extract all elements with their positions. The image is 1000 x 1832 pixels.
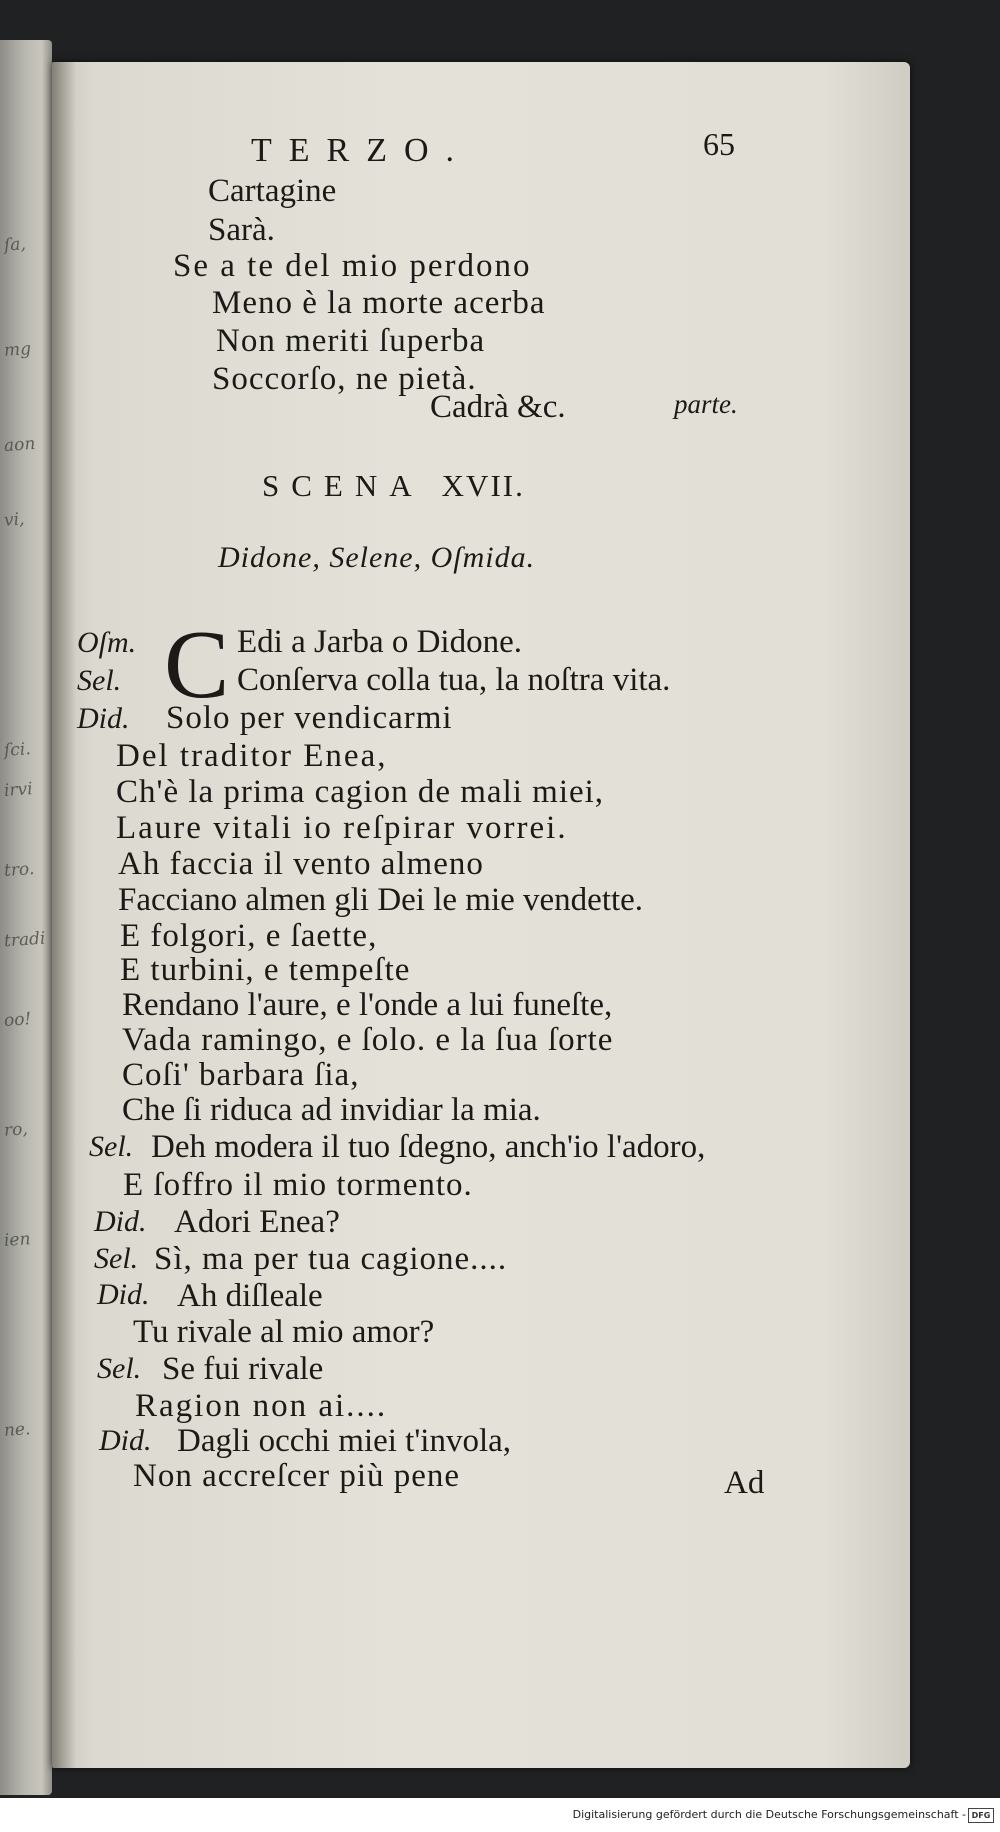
dialogue-line: Ragion non ai....: [135, 1388, 388, 1424]
dialogue-line: Sì, ma per tua cagione....: [154, 1241, 508, 1277]
verse-line: Cartagine: [208, 173, 337, 209]
dialogue-line: Dagli occhi miei t'invola,: [177, 1423, 512, 1459]
stage-direction: parte.: [674, 389, 738, 419]
dialogue-line: Coſi' barbara ſia,: [122, 1057, 360, 1093]
dialogue-line: Facciano almen gli Dei le mie vendette.: [118, 882, 644, 918]
speaker-label: Did.: [99, 1424, 152, 1457]
footer-band: [0, 1798, 1000, 1832]
dialogue-line: Laure vitali io reſpirar vorrei.: [116, 810, 568, 846]
dialogue-line: Ah diſleale: [177, 1278, 323, 1314]
speaker-label: Did.: [94, 1205, 147, 1238]
dialogue-line: Conſerva colla tua, la noſtra vita.: [237, 662, 671, 698]
speaker-label: Sel.: [89, 1130, 134, 1163]
show-through-text: mg: [3, 339, 32, 361]
show-through-text: oo!: [3, 1009, 32, 1031]
dialogue-line: Ch'è la prima cagion de mali miei,: [116, 774, 605, 810]
show-through-text: irvi: [3, 779, 34, 801]
page-number: 65: [703, 126, 735, 162]
speaker-label: Did.: [77, 702, 130, 735]
verse-line: Cadrà &c.: [430, 389, 566, 425]
dialogue-line: E folgori, e ſaette,: [120, 918, 378, 954]
dialogue-line: Se fui rivale: [162, 1351, 324, 1387]
dialogue-line: E turbini, e tempeſte: [120, 952, 411, 988]
dialogue-line: Adori Enea?: [174, 1204, 340, 1240]
page-gutter-shadow: [52, 62, 76, 1768]
verse-line: Se a te del mio perdono: [173, 248, 532, 284]
verse-line: Soccorſo, ne pietà.: [212, 361, 477, 397]
speaker-label: Sel.: [94, 1242, 139, 1275]
show-through-text: ſa,: [3, 234, 27, 256]
dialogue-line: Deh modera il tuo ſdegno, anch'io l'adoro,: [151, 1129, 706, 1165]
show-through-text: ien: [3, 1229, 32, 1251]
verse-line: Non meriti ſuperba: [216, 323, 486, 359]
scene-title: [262, 470, 525, 501]
speaker-label: Oſm.: [77, 626, 137, 659]
show-through-text: ſci.: [3, 739, 32, 761]
show-through-text: vi,: [3, 509, 26, 531]
dialogue-line: Non accreſcer più pene: [133, 1458, 461, 1494]
dialogue-line: E ſoffro il mio tormento.: [123, 1167, 473, 1203]
show-through-text: ne.: [3, 1419, 32, 1441]
dialogue-line: Vada ramingo, e ſolo. e la ſua ſorte: [122, 1022, 614, 1058]
dialogue-line: Che ſi riduca ad invidiar la mia.: [122, 1092, 541, 1128]
show-through-text: tro.: [3, 858, 35, 882]
dialogue-line: Solo per vendicarmi: [166, 700, 453, 736]
verse-line: Meno è la morte acerba: [212, 285, 546, 321]
show-through-text: ro,: [3, 1119, 29, 1141]
drop-cap: C: [164, 611, 230, 719]
scene-characters: Didone, Selene, Oſmida.: [218, 541, 536, 574]
speaker-label: Sel.: [77, 664, 122, 697]
dfg-logo: DFG: [968, 1808, 994, 1823]
catchword: Ad: [724, 1465, 765, 1501]
scene-number: XVII.: [441, 468, 525, 503]
show-through-text: tradi: [3, 928, 47, 952]
show-through-text: aon: [3, 433, 36, 457]
verse-line: Sarà.: [208, 212, 275, 248]
speaker-label: Did.: [97, 1278, 150, 1311]
dialogue-line: Edi a Jarba o Didone.: [237, 624, 522, 660]
speaker-label: Sel.: [97, 1352, 142, 1385]
scene-title-label: SCENA: [262, 468, 422, 503]
dialogue-line: Rendano l'aure, e l'onde a lui funeſte,: [122, 987, 613, 1023]
dialogue-line: Del traditor Enea,: [116, 738, 388, 774]
running-head: TERZO.: [251, 132, 472, 169]
dialogue-line: Ah faccia il vento almeno: [118, 846, 484, 882]
left-page-edge: [0, 40, 52, 1795]
footer-credit: Digitalisierung gefördert durch die Deutsche Forschungsgemeinschaft -: [572, 1808, 966, 1821]
dialogue-line: Tu rivale al mio amor?: [133, 1314, 435, 1350]
